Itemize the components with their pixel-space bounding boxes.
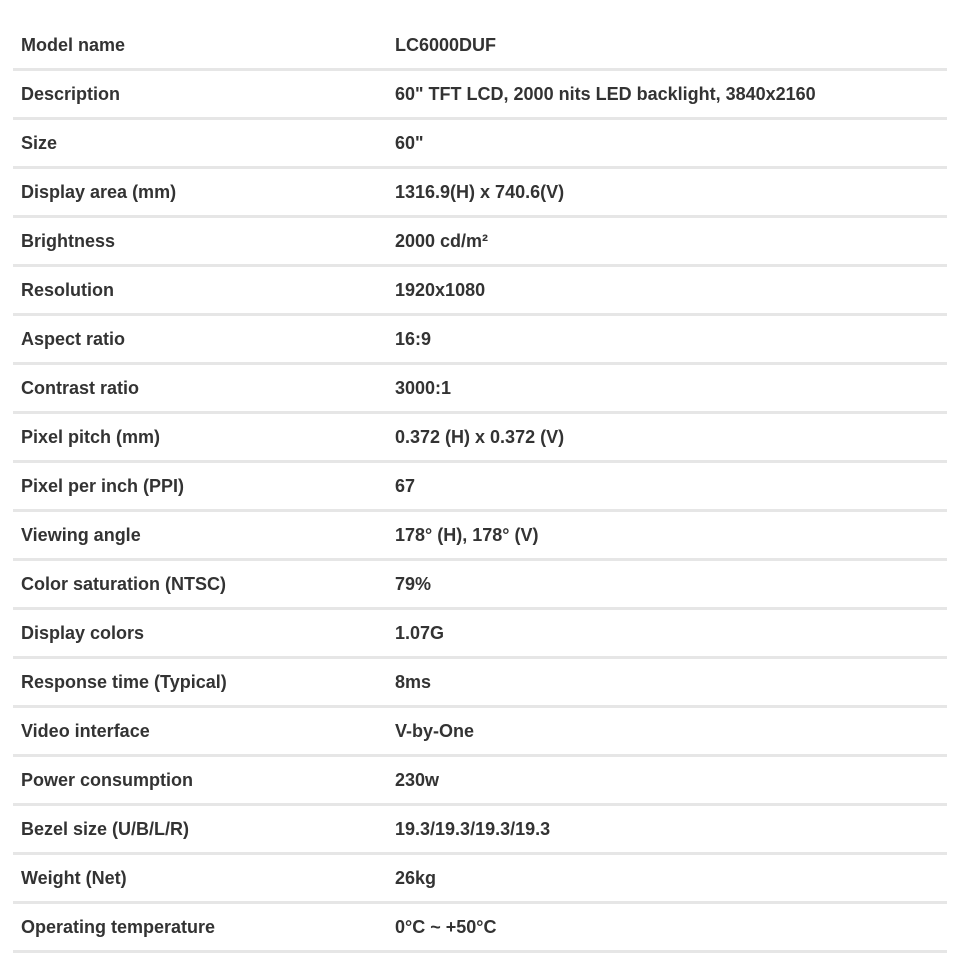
spec-row-power-consumption <box>13 757 947 806</box>
spec-label: Operating temperature <box>21 916 216 937</box>
spec-value: V-by-One <box>395 720 475 741</box>
spec-row-color-saturation <box>13 561 947 610</box>
spec-row-operating-temperature <box>13 904 947 953</box>
spec-label: Response time (Typical) <box>21 671 227 692</box>
spec-value: 1316.9(H) x 740.6(V) <box>395 181 565 202</box>
spec-label: Brightness <box>21 230 116 251</box>
spec-row-response-time <box>13 659 947 708</box>
spec-value: 1.07G <box>395 622 445 643</box>
spec-value: 79% <box>395 573 432 594</box>
spec-table <box>13 22 947 953</box>
spec-row-display-area <box>13 169 947 218</box>
spec-label: Description <box>21 83 121 104</box>
spec-row-display-colors <box>13 610 947 659</box>
spec-label: Resolution <box>21 279 114 300</box>
spec-row-resolution <box>13 267 947 316</box>
spec-label: Video interface <box>21 720 150 741</box>
spec-label: Color saturation (NTSC) <box>21 573 226 594</box>
spec-row-brightness <box>13 218 947 267</box>
spec-row-contrast-ratio <box>13 365 947 414</box>
spec-row-weight <box>13 855 947 904</box>
spec-label: Contrast ratio <box>21 377 140 398</box>
spec-row-size <box>13 120 947 169</box>
spec-value: 60" <box>395 132 424 153</box>
spec-label: Pixel pitch (mm) <box>21 426 161 447</box>
spec-value: 3000:1 <box>395 377 452 398</box>
spec-label: Pixel per inch (PPI) <box>21 475 185 496</box>
spec-value: 67 <box>395 475 416 496</box>
spec-label: Power consumption <box>21 769 194 790</box>
spec-value: 0°C ~ +50°C <box>395 916 497 937</box>
spec-value: 178° (H), 178° (V) <box>395 524 539 545</box>
spec-row-bezel-size <box>13 806 947 855</box>
spec-value: 26kg <box>395 867 437 888</box>
spec-label: Display area (mm) <box>21 181 177 202</box>
spec-row-viewing-angle <box>13 512 947 561</box>
spec-row-ppi <box>13 463 947 512</box>
spec-label: Display colors <box>21 622 145 643</box>
spec-label: Bezel size (U/B/L/R) <box>21 818 190 839</box>
spec-value: 19.3/19.3/19.3/19.3 <box>395 818 551 839</box>
spec-row-description <box>13 71 947 120</box>
spec-value: LC6000DUF <box>395 34 497 55</box>
spec-value: 1920x1080 <box>395 279 486 300</box>
spec-value: 16:9 <box>395 328 432 349</box>
spec-value: 2000 cd/m² <box>395 230 489 251</box>
spec-value: 0.372 (H) x 0.372 (V) <box>395 426 565 447</box>
spec-label: Size <box>21 132 58 153</box>
spec-row-aspect-ratio <box>13 316 947 365</box>
spec-label: Weight (Net) <box>21 867 127 888</box>
spec-value: 8ms <box>395 671 432 692</box>
spec-value: 60" TFT LCD, 2000 nits LED backlight, 3840x2160 <box>395 83 816 104</box>
spec-label: Model name <box>21 34 126 55</box>
spec-row-model-name <box>13 22 947 71</box>
spec-label: Aspect ratio <box>21 328 126 349</box>
spec-label: Viewing angle <box>21 524 141 545</box>
spec-value: 230w <box>395 769 440 790</box>
spec-row-video-interface <box>13 708 947 757</box>
spec-row-pixel-pitch <box>13 414 947 463</box>
